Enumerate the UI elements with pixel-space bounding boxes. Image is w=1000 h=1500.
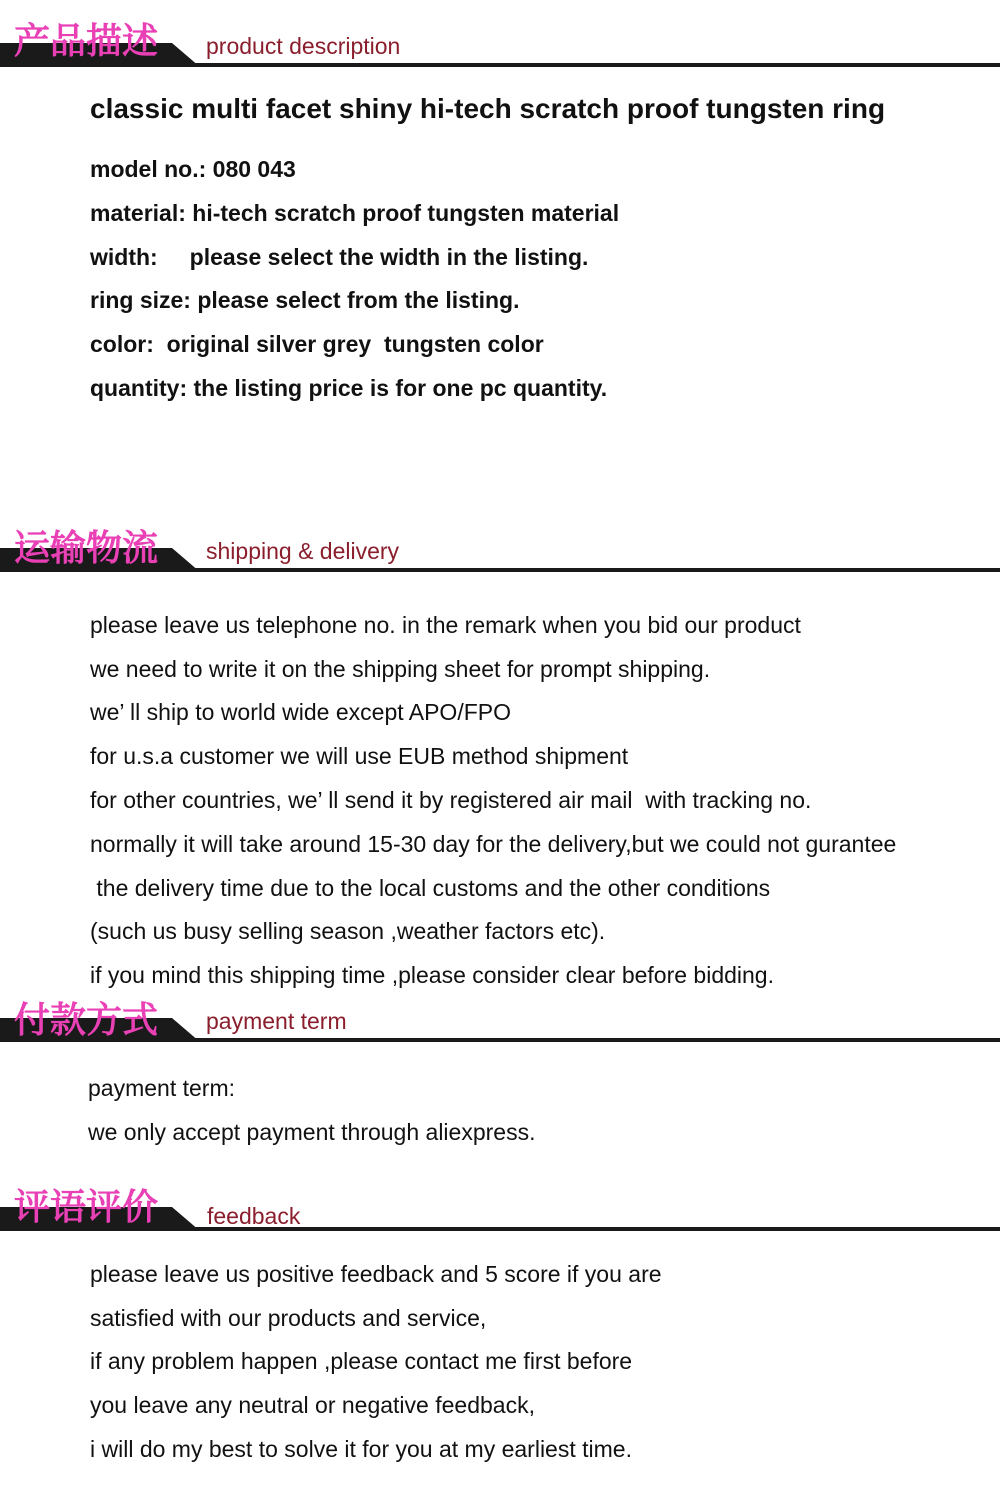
section-title-en: payment term: [206, 1008, 347, 1034]
spec-material: material: hi-tech scratch proof tungsten material: [90, 200, 620, 226]
feedback-line: satisfied with our products and service,: [90, 1305, 487, 1331]
shipping-line: (such us busy selling season ,weather factors etc).: [90, 918, 606, 944]
section-header-shipping: [0, 525, 1000, 597]
shipping-line: if you mind this shipping time ,please consider clear before bidding.: [90, 962, 774, 988]
spec-model: model no.: 080 043: [90, 156, 296, 182]
feedback-line: i will do my best to solve it for you at my earliest time.: [90, 1436, 632, 1462]
feedback-line: if any problem happen ,please contact me first before: [90, 1348, 633, 1374]
payment-line: payment term:: [88, 1075, 235, 1101]
shipping-line: please leave us telephone no. in the remark when you bid our product: [90, 612, 801, 638]
spec-color: color: original silver grey tungsten color: [90, 331, 544, 357]
spec-quantity: quantity: the listing price is for one pc quantity.: [90, 375, 608, 401]
section-title-en: product description: [206, 33, 401, 59]
spec-width: width: please select the width in the listing.: [90, 244, 589, 270]
feedback-line: you leave any neutral or negative feedback,: [90, 1392, 535, 1418]
section-header-payment: [0, 995, 1000, 1067]
shipping-line: we need to write it on the shipping sheet for prompt shipping.: [90, 656, 711, 682]
section-title-en: shipping & delivery: [206, 538, 400, 564]
product-title: classic multi facet shiny hi-tech scratch proof tungsten ring: [90, 93, 886, 124]
spec-ring-size: ring size: please select from the listing.: [90, 287, 520, 313]
payment-line: we only accept payment through aliexpress.: [88, 1119, 536, 1145]
section-title-cn: 评语评价: [14, 1187, 159, 1228]
section-title-en: feedback: [207, 1203, 301, 1229]
feedback-line: please leave us positive feedback and 5 score if you are: [90, 1261, 662, 1287]
shipping-line: for u.s.a customer we will use EUB method shipment: [90, 743, 629, 769]
shipping-line: the delivery time due to the local customs and the other conditions: [90, 875, 771, 901]
shipping-line: normally it will take around 15-30 day for the delivery,but we could not gurantee: [90, 831, 897, 857]
section-title-cn: 产品描述: [14, 21, 159, 62]
shipping-line: we’ ll ship to world wide except APO/FPO: [90, 699, 511, 725]
section-title-cn: 运输物流: [14, 528, 159, 569]
section-header-feedback: [0, 1184, 1000, 1256]
section-header-product-description: [0, 20, 1000, 92]
shipping-line: for other countries, we’ ll send it by registered air mail with tracking no.: [90, 787, 812, 813]
section-title-cn: 付款方式: [14, 1000, 159, 1041]
